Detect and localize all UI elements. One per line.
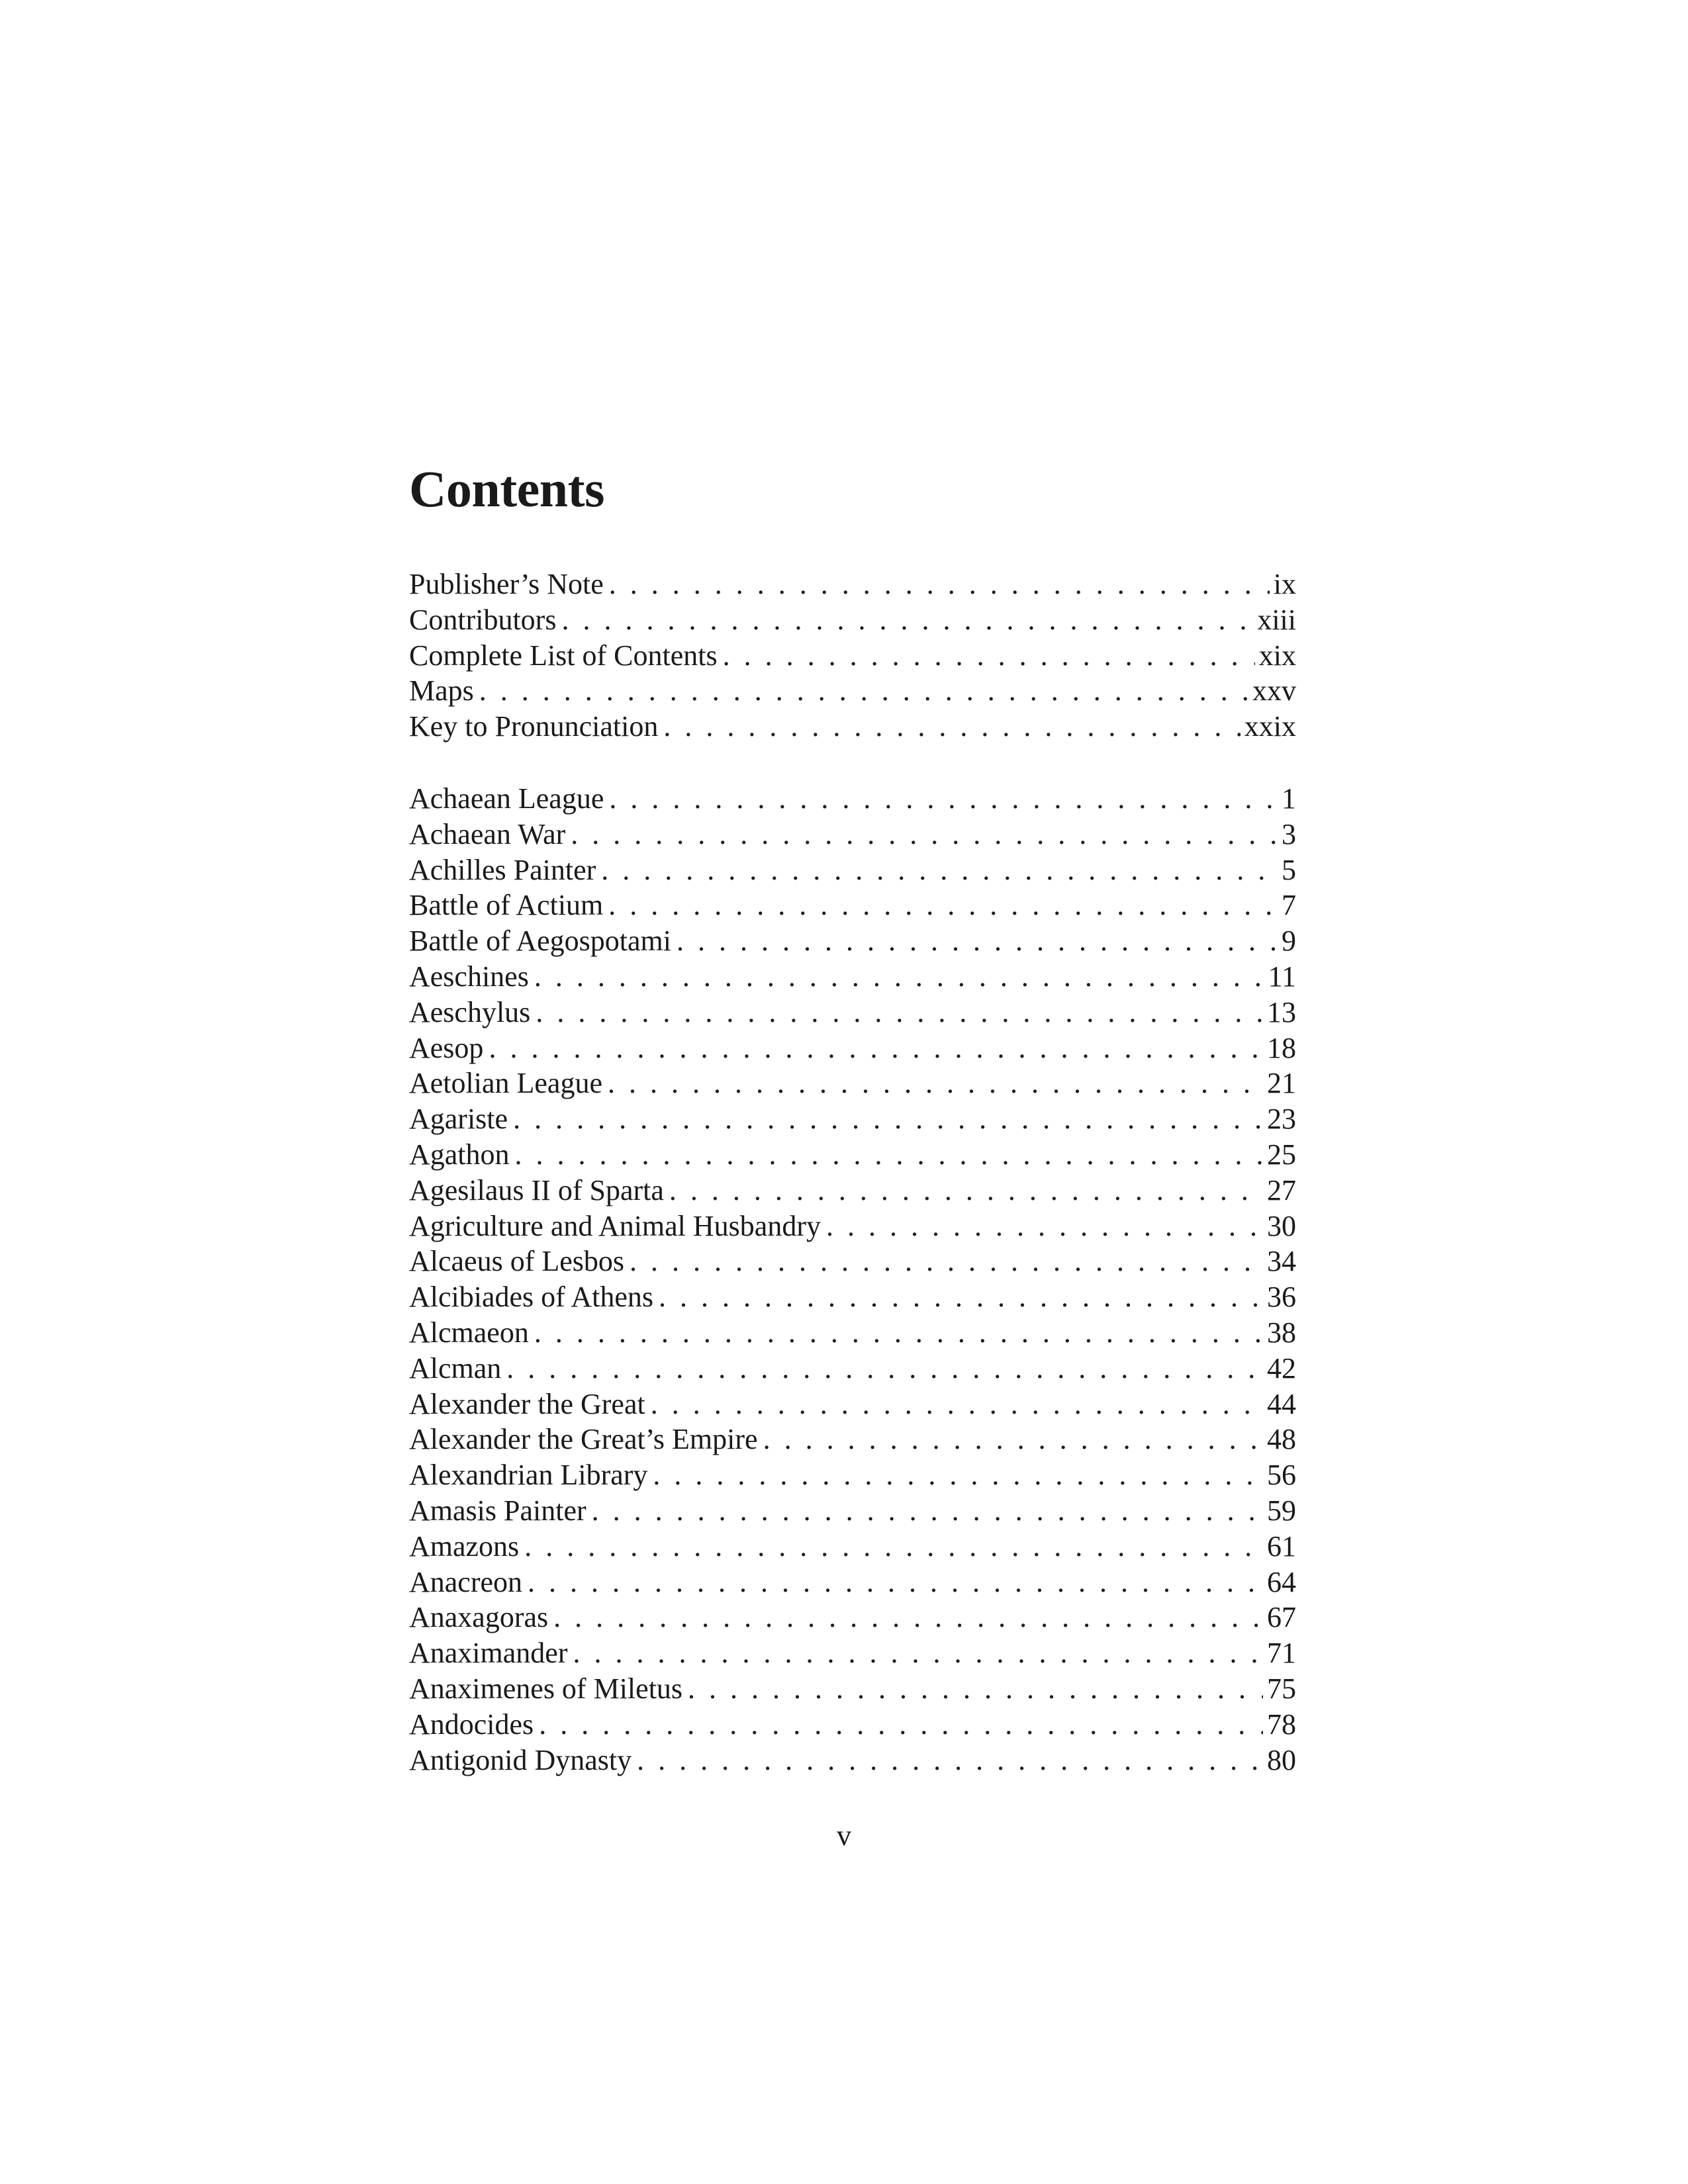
toc-entry-page: 38 (1267, 1316, 1296, 1349)
toc-entry-row[interactable] (409, 1351, 1296, 1387)
toc-entry-title: Agesilaus II of Sparta (409, 1173, 664, 1206)
toc-entry-page: 61 (1267, 1529, 1296, 1563)
toc-entry-row[interactable] (409, 887, 1296, 923)
toc-entry-page: xix (1258, 639, 1296, 672)
toc-entry-title: Aesop (409, 1031, 484, 1064)
toc-entry-row[interactable] (409, 1635, 1296, 1671)
toc-entry-page: 18 (1267, 1031, 1296, 1064)
dot-leader (536, 995, 1263, 1030)
toc-entry-title: Alcmaeon (409, 1316, 529, 1349)
toc-entry-page: 71 (1267, 1637, 1296, 1670)
page-number: v (837, 1819, 851, 1852)
toc-entry-title: Maps (409, 674, 474, 707)
dot-leader (669, 1173, 1263, 1208)
toc-entry-title: Alcman (409, 1351, 502, 1385)
toc-entry-row[interactable] (409, 1137, 1296, 1173)
toc-entry-page: 80 (1267, 1743, 1296, 1776)
toc-entry-page: 64 (1267, 1565, 1296, 1598)
toc-entry-title: Agathon (409, 1138, 510, 1171)
toc-entry-page: ix (1273, 568, 1296, 600)
toc-entry-title: Amazons (409, 1529, 520, 1563)
front-matter-row[interactable] (409, 638, 1296, 674)
toc-entry-title: Battle of Aegospotami (409, 925, 671, 958)
dot-leader (561, 602, 1253, 638)
toc-entry-page: 48 (1267, 1423, 1296, 1456)
toc-entry-page: xxix (1244, 710, 1296, 743)
toc-entry-row[interactable] (409, 1030, 1296, 1066)
toc-entry-title: Achilles Painter (409, 853, 596, 886)
dot-leader (659, 1279, 1263, 1315)
toc-entry-row[interactable] (409, 781, 1296, 817)
toc-entry-title: Amasis Painter (409, 1494, 586, 1527)
toc-entry-row[interactable] (409, 1671, 1296, 1707)
toc-entry-title: Andocides (409, 1707, 534, 1741)
dot-leader (553, 1600, 1263, 1635)
toc-entry-row[interactable] (409, 1066, 1296, 1101)
dot-leader (723, 638, 1255, 674)
toc-entry-row[interactable] (409, 1565, 1296, 1600)
toc-entry-row[interactable] (409, 852, 1296, 888)
toc-entry-title: Aetolian League (409, 1067, 602, 1100)
dot-leader (637, 1743, 1263, 1778)
toc-entry-page: 23 (1267, 1103, 1296, 1136)
toc-entry-page: 34 (1267, 1245, 1296, 1278)
dot-leader (651, 1387, 1263, 1422)
toc-entry-title: Key to Pronunciation (409, 710, 659, 743)
dot-leader (608, 1066, 1263, 1101)
dot-leader (534, 959, 1264, 995)
toc-entry-row[interactable] (409, 1707, 1296, 1743)
toc-entry-page: 30 (1267, 1209, 1296, 1242)
toc-entry-row[interactable] (409, 1493, 1296, 1529)
front-matter-list (409, 567, 1296, 745)
toc-entry-page: 27 (1267, 1173, 1296, 1206)
dot-leader (528, 1565, 1263, 1600)
dot-leader (506, 1351, 1263, 1387)
toc-entry-row[interactable] (409, 1279, 1296, 1315)
toc-entry-row[interactable] (409, 817, 1296, 852)
page-title: Contents (409, 460, 605, 518)
toc-entry-title: Anaximander (409, 1637, 568, 1670)
dot-leader (573, 1635, 1263, 1671)
toc-entry-title: Anacreon (409, 1565, 523, 1598)
toc-entry-page: 42 (1267, 1351, 1296, 1385)
dot-leader (826, 1208, 1263, 1244)
dot-leader (763, 1422, 1263, 1457)
dot-leader (663, 709, 1240, 745)
toc-entry-page: 13 (1267, 995, 1296, 1028)
toc-entry-title: Agariste (409, 1103, 508, 1136)
dot-leader (688, 1671, 1263, 1707)
toc-entry-row[interactable] (409, 1101, 1296, 1137)
toc-entry-page: 5 (1282, 853, 1296, 886)
toc-entry-page: 75 (1267, 1672, 1296, 1705)
dot-leader (592, 1493, 1263, 1529)
dot-leader (608, 887, 1278, 923)
toc-entry-title: Alcibiades of Athens (409, 1281, 654, 1314)
toc-entry-title: Aeschylus (409, 995, 531, 1028)
toc-entry-page: 9 (1282, 925, 1296, 958)
dot-leader (609, 781, 1278, 817)
dot-leader (601, 852, 1278, 888)
entries-list (409, 781, 1296, 1778)
toc-entry-title: Anaximenes of Miletus (409, 1672, 683, 1705)
toc-entry-title: Battle of Actium (409, 889, 604, 922)
toc-entry-title: Agriculture and Animal Husbandry (409, 1209, 821, 1242)
toc-entry-page: 44 (1267, 1387, 1296, 1420)
front-matter-row[interactable] (409, 602, 1296, 638)
toc-entry-title: Achaean War (409, 817, 566, 850)
toc-entry-page: 1 (1282, 782, 1296, 815)
toc-entry-title: Aeschines (409, 960, 529, 993)
toc-entry-page: 25 (1267, 1138, 1296, 1171)
dot-leader (515, 1137, 1263, 1173)
dot-leader (653, 1457, 1263, 1493)
toc-entry-row[interactable] (409, 1315, 1296, 1351)
front-matter-row[interactable] (409, 673, 1296, 709)
toc-entry-title: Achaean League (409, 782, 604, 815)
toc-entry-row[interactable] (409, 1743, 1296, 1778)
toc-entry-title: Anaxagoras (409, 1601, 549, 1634)
dot-leader (609, 567, 1270, 602)
toc-entry-page: 21 (1267, 1067, 1296, 1100)
toc-entry-page: 3 (1282, 817, 1296, 850)
toc-entry-page: 78 (1267, 1707, 1296, 1741)
dot-leader (489, 1030, 1263, 1066)
toc-entry-title: Alexander the Great’s Empire (409, 1423, 758, 1456)
toc-entry-page: xiii (1257, 603, 1296, 636)
toc-entry-row[interactable] (409, 1173, 1296, 1208)
toc-entry-page: 7 (1282, 889, 1296, 922)
toc-entry-page: 11 (1268, 960, 1296, 993)
toc-entry-title: Complete List of Contents (409, 639, 718, 672)
toc-entry-title: Alexandrian Library (409, 1459, 648, 1492)
toc-entry-row[interactable] (409, 1422, 1296, 1457)
toc-entry-page: xxv (1252, 674, 1296, 707)
toc-entry-row[interactable] (409, 923, 1296, 959)
toc-entry-row[interactable] (409, 959, 1296, 995)
dot-leader (524, 1529, 1263, 1565)
toc-entry-row[interactable] (409, 1457, 1296, 1493)
toc-entry-row[interactable] (409, 995, 1296, 1030)
toc-entry-row[interactable] (409, 1387, 1296, 1422)
dot-leader (513, 1101, 1263, 1137)
toc-entry-title: Publisher’s Note (409, 568, 604, 600)
front-matter-row[interactable] (409, 567, 1296, 602)
toc-entry-row[interactable] (409, 1244, 1296, 1279)
toc-entry-row[interactable] (409, 1208, 1296, 1244)
toc-entry-row[interactable] (409, 1600, 1296, 1635)
front-matter-row[interactable] (409, 709, 1296, 745)
dot-leader (479, 673, 1248, 709)
dot-leader (534, 1315, 1263, 1351)
toc-entry-page: 36 (1267, 1281, 1296, 1314)
dot-leader (539, 1707, 1263, 1743)
toc-entry-page: 67 (1267, 1601, 1296, 1634)
toc-entry-row[interactable] (409, 1529, 1296, 1565)
dot-leader (677, 923, 1278, 959)
dot-leader (630, 1244, 1263, 1279)
toc-entry-title: Alexander the Great (409, 1387, 645, 1420)
dot-leader (571, 817, 1278, 852)
toc-entry-title: Antigonid Dynasty (409, 1743, 632, 1776)
toc-entry-page: 56 (1267, 1459, 1296, 1492)
toc-entry-title: Contributors (409, 603, 557, 636)
toc-entry-page: 59 (1267, 1494, 1296, 1527)
toc-entry-title: Alcaeus of Lesbos (409, 1245, 625, 1278)
